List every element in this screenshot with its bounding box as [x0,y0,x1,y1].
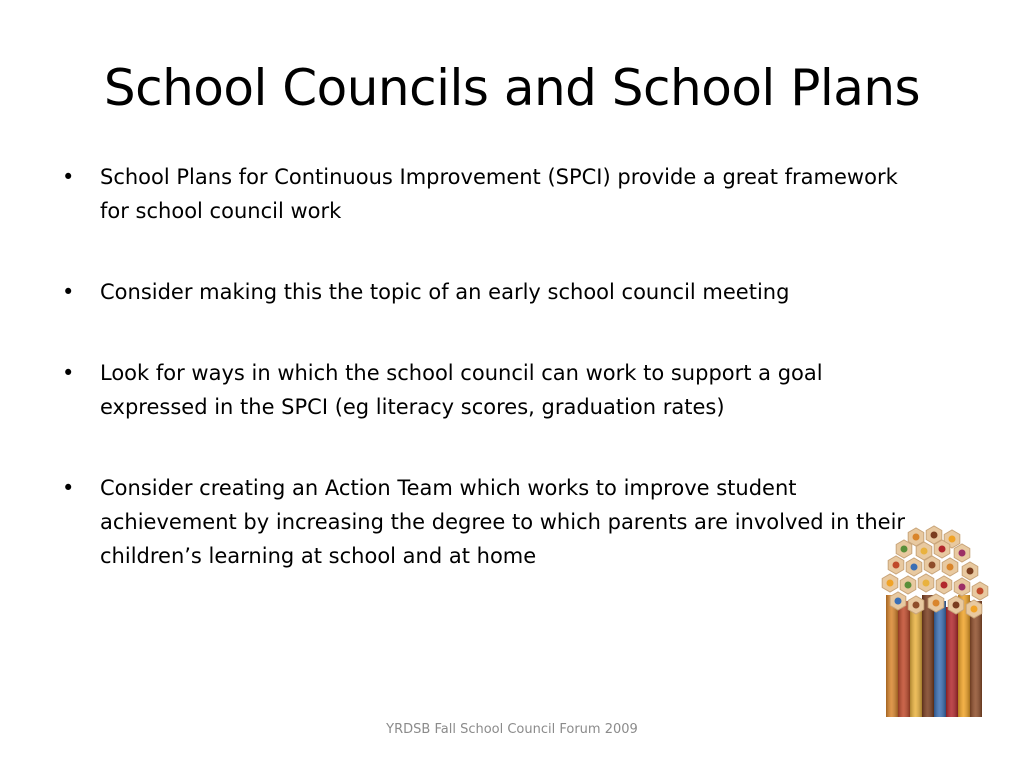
bullet-marker: • [62,476,75,500]
pencil-lead [905,582,912,589]
pencil-lead [953,602,960,609]
pencil-lead [895,598,902,605]
pencil-lead [959,584,966,591]
pencil-lead [971,606,978,613]
bullet-text: Consider creating an Action Team which works to improve student achievement by increasing the degree to which parents are involved in their children’s learning at school and at home [100,476,906,568]
pencil-shading [898,601,910,717]
slide-title: School Councils and School Plans [103,59,921,117]
bullet-text: Look for ways in which the school council can work to support a goal expressed in the SPCI (eg literacy scores, graduation rates) [100,361,823,419]
pencil-lead [933,600,940,607]
colored-pencils-image [876,525,996,717]
pencil-lead [977,588,984,595]
pencil-lead [893,562,900,569]
bullet-item [62,471,912,573]
pencil-lead [931,532,938,539]
pencil-lead [949,536,956,543]
pencil-lead [941,582,948,589]
bullet-marker: • [62,165,75,189]
footer-text: YRDSB Fall School Council Forum 2009 [386,722,638,737]
pencil-lead [913,534,920,541]
bullet-text: School Plans for Continuous Improvement (SPCI) provide a great framework for school council work [100,165,898,223]
pencil-lead [911,564,918,571]
pencil-lead [921,548,928,555]
pencil-lead [967,568,974,575]
bullet-item [62,356,912,424]
pencil-lead [929,562,936,569]
bullet-text: Consider making this the topic of an early school council meeting [100,280,790,304]
pencil-lead [923,580,930,587]
pencil-lead [901,546,908,553]
pencil-shading [934,601,946,717]
pencil-lead [947,564,954,571]
pencil-shading [910,607,922,717]
pencil-shading [946,607,958,717]
bullet-list [62,160,912,573]
pencil-shading [886,595,898,717]
pencil-lead [913,602,920,609]
pencil-lead [939,546,946,553]
pencil-lead [959,550,966,557]
pencil-shading [970,601,982,717]
pencil-shading [922,595,934,717]
bullet-item [62,275,912,309]
pencil-lead [887,580,894,587]
bullet-item [62,160,912,228]
bullet-marker: • [62,361,75,385]
bullet-marker: • [62,280,75,304]
